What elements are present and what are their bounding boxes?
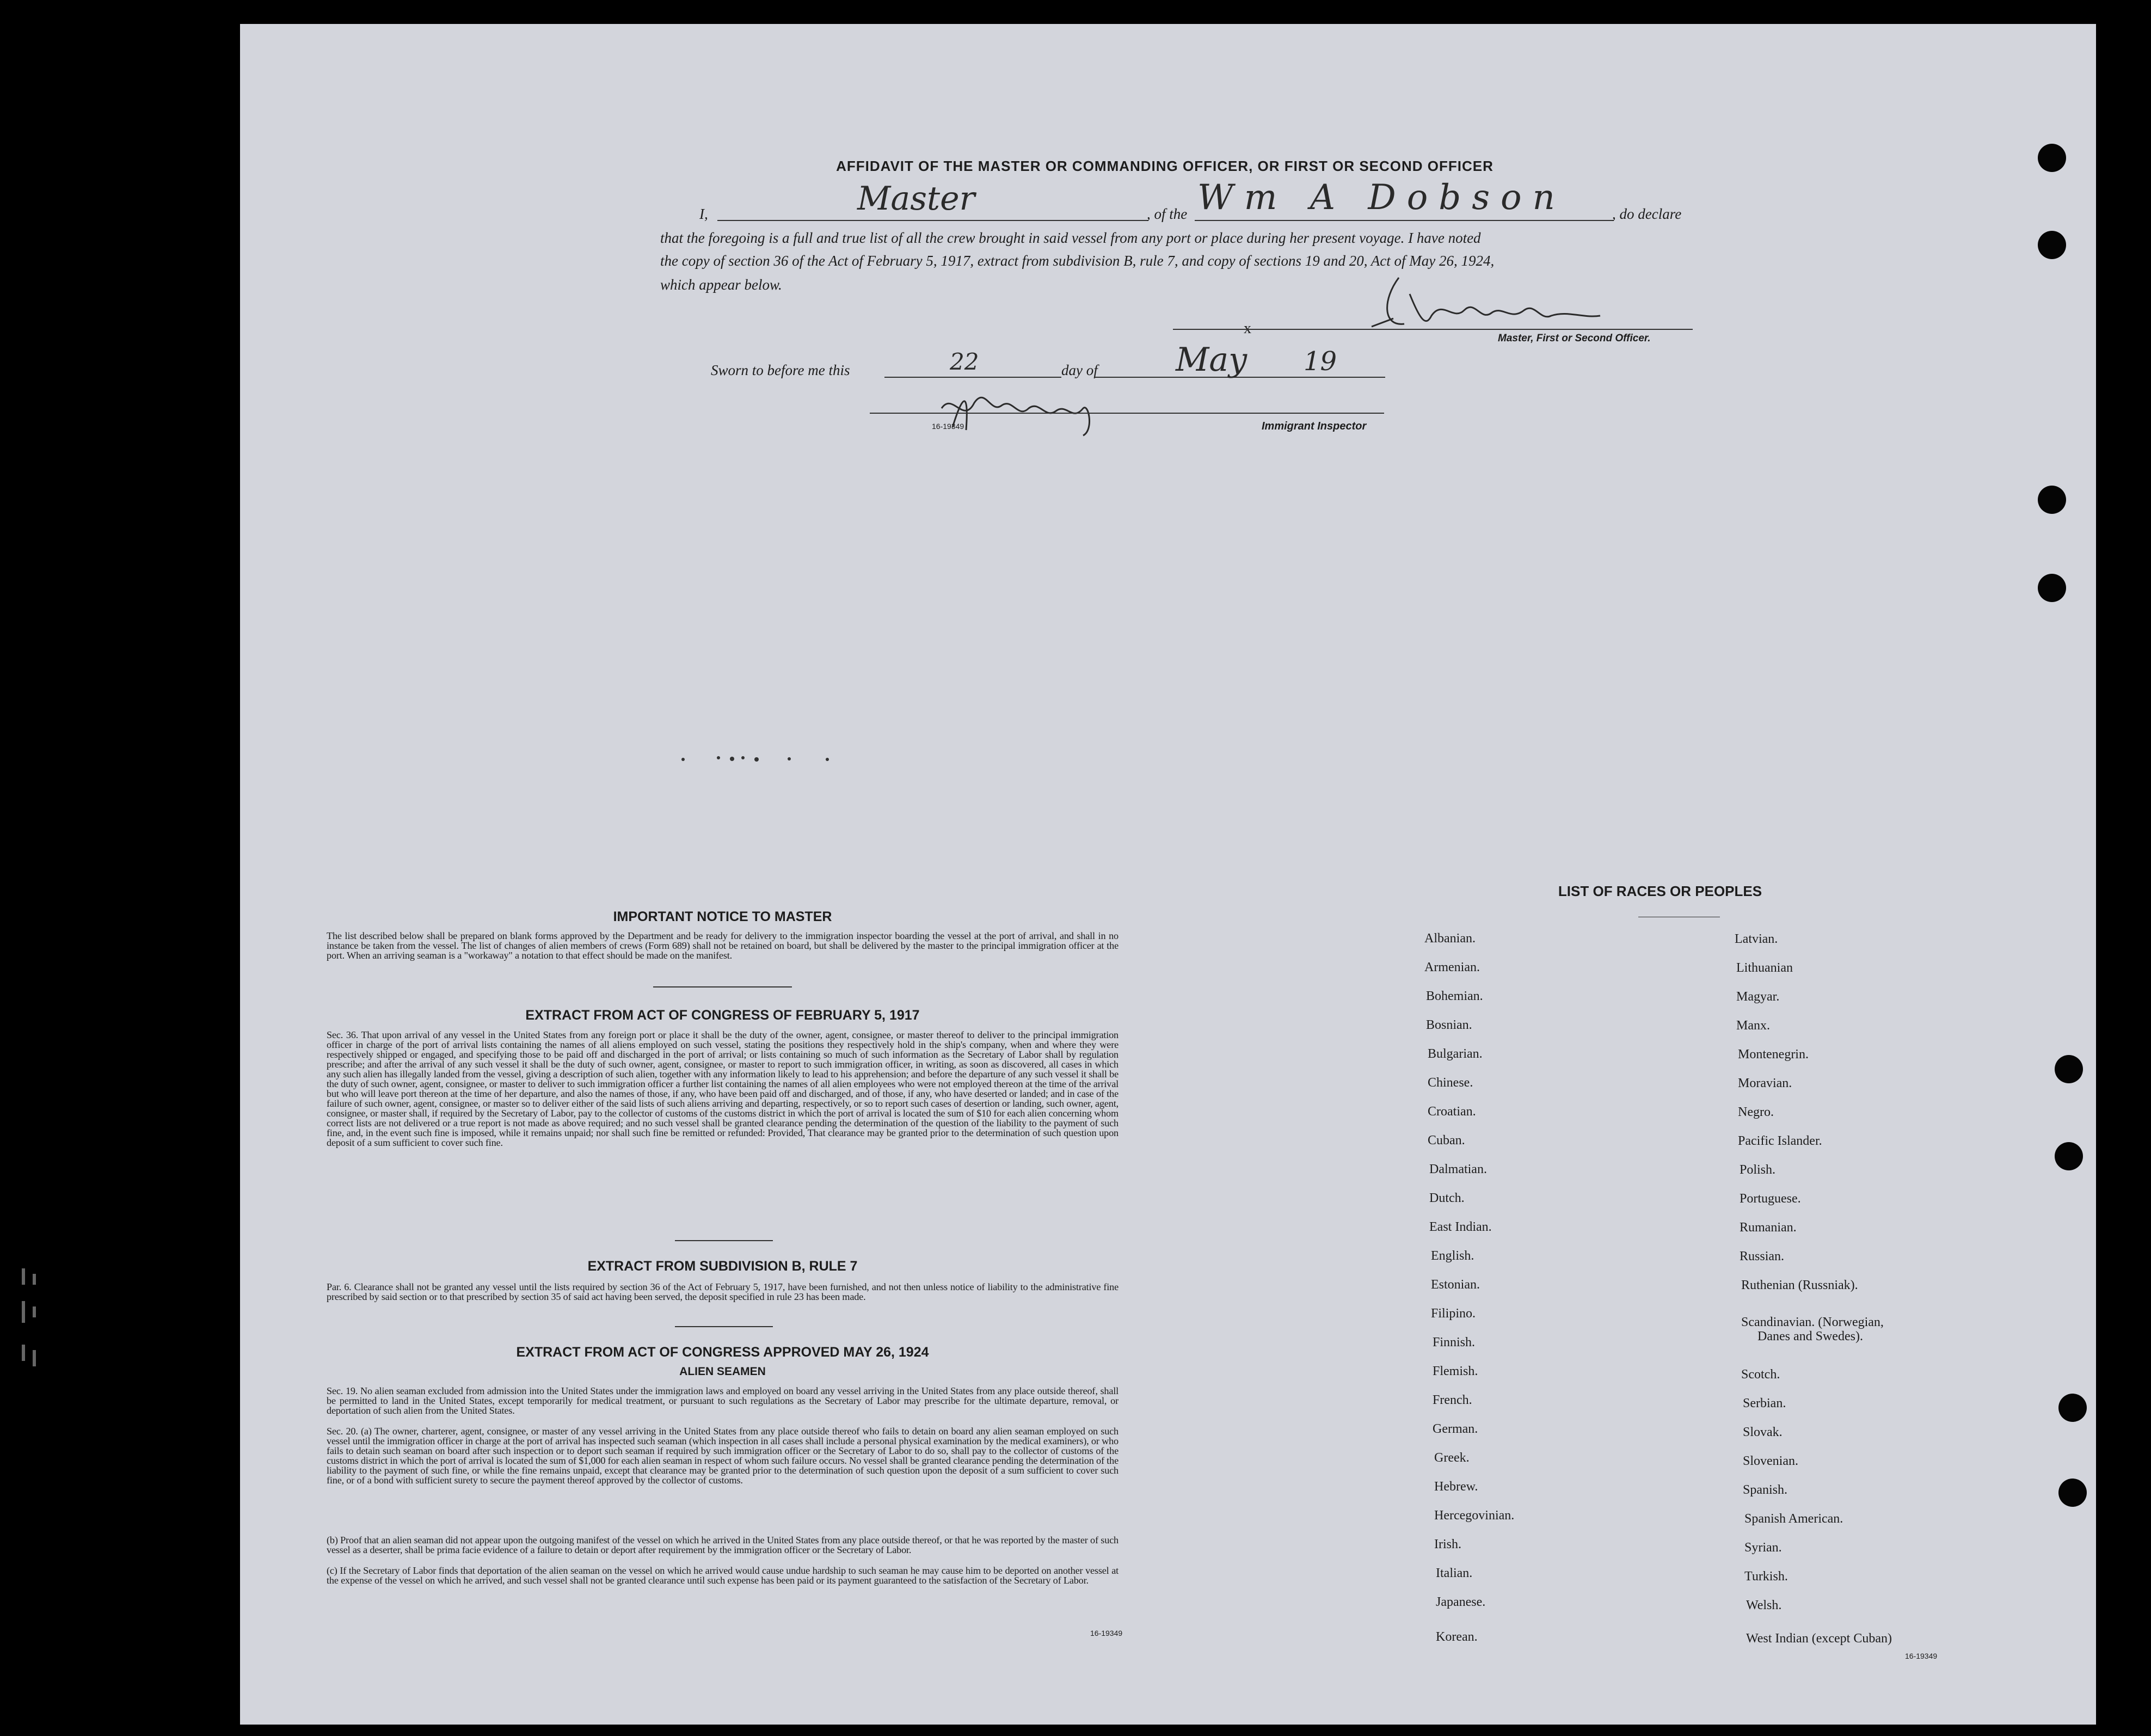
margin-scan-marks [16,1268,93,1388]
sec20b-body: (b) Proof that an alien seaman did not appear upon the outgoing manifest of the vessel on which he arrived in the United States from any place outside thereof, or that he was reported by the master of such vessel as a deserter, shall be prima facie evidence of a failure to detain or deport after requirement by the immigration officer or the Secretary of Labor. [327,1535,1118,1555]
race-item: Finnish. [1433,1335,1476,1349]
race-item: Ruthenian (Russniak). [1741,1278,1858,1292]
rule7-body: Par. 6. Clearance shall not be granted any vessel until the lists required by section 36 of the Act of February 5, 1917, have been furnished, and not then unless notice of liability to the administrative fine prescribed by said section or to that prescribed by section 35 of said act having been served, the deposit specified in rule 23 has been made. [327,1281,1118,1302]
race-item: Polish. [1740,1163,1776,1177]
race-item: Lithuanian [1736,961,1793,975]
punch-hole [2038,144,2066,172]
race-item: Magyar. [1736,990,1780,1004]
do-declare-label: , do declare [1612,206,1682,222]
notice-body: The list described below shall be prepared on blank forms approved by the Department and be ready for delivery to the immigration inspector boarding the vessel at the port of arrival, and shall in no instance be taken from the vessel. The list of changes of alien members of crews (Form 689) shall not be retained on board, but shall be delivered by the master to the principal immigration officer at the port. When an arriving seaman is a "workaway" a notation to that effect should be made on the manifest. [327,930,1118,961]
race-item: Flemish. [1433,1364,1478,1378]
affidavit-line-1: that the foregoing is a full and true list of all the crew brought in said vessel from any port or place during her present voyage. I have noted [660,230,1481,246]
race-item: Syrian. [1744,1541,1782,1555]
race-item: Portuguese. [1740,1192,1801,1206]
sworn-label: Sworn to before me this [711,362,850,378]
race-item: Slovak. [1743,1425,1783,1439]
extract-1917-title: EXTRACT FROM ACT OF CONGRESS OF FEBRUARY 5, 1917 [525,1008,920,1023]
race-item: Pacific Islander. [1738,1134,1822,1148]
race-item: Cuban. [1428,1133,1465,1148]
race-item: English. [1431,1249,1474,1263]
vessel-name-handwritten: Wm A Dobson [1197,177,1566,218]
races-title: LIST OF RACES OR PEOPLES [1558,883,1762,899]
race-item: Negro. [1738,1105,1774,1119]
punch-hole [2058,1394,2087,1422]
affidavit-form-number: 16-19349 [932,422,964,431]
race-item: Italian. [1436,1566,1473,1580]
race-item: German. [1433,1422,1478,1436]
sec19-body: Sec. 19. No alien seaman excluded from admission into the United States under the immigration laws and employed on board any vessel arriving in the United States from any place outside thereof, shall be permitted to land in the United States, except temporarily for medical treatment, or pursuant to such regulations as the Secretary of Labor may prescribe for the ultimate departure, removal, or deportation of such alien from the United States. [327,1385,1118,1416]
race-item: Turkish. [1744,1569,1788,1584]
race-item: Hercegovinian. [1434,1508,1515,1523]
race-item: Croatian. [1428,1105,1476,1119]
inspector-signature [931,381,1127,441]
race-item: Spanish American. [1744,1512,1843,1526]
race-item: West Indian (except Cuban) [1746,1631,1892,1646]
signature-mark: x [1244,320,1251,337]
punch-hole [2055,1055,2083,1083]
divider [675,1326,773,1327]
race-item: Spanish. [1743,1483,1788,1497]
race-item: French. [1433,1393,1472,1407]
notice-title: IMPORTANT NOTICE TO MASTER [613,909,832,924]
race-item: Manx. [1736,1019,1770,1033]
race-item: Scotch. [1741,1367,1780,1382]
race-item: Hebrew. [1434,1480,1478,1494]
race-item: Filipino. [1431,1306,1476,1321]
sworn-day-handwritten: 22 [950,348,979,375]
race-item: Welsh. [1746,1598,1782,1612]
vessel-name-line [1195,220,1614,221]
scan-specks [680,746,844,768]
race-item: East Indian. [1429,1220,1492,1234]
race-item: Korean. [1436,1630,1478,1644]
race-item: Dalmatian. [1429,1162,1487,1176]
extract-1924-title: EXTRACT FROM ACT OF CONGRESS APPROVED MAY 26, 1924 [516,1345,929,1360]
affidavit-line-3: which appear below. [660,277,782,293]
master-name-line [717,220,1148,221]
punch-hole [2038,574,2066,602]
extract-form-number: 16-19349 [1090,1629,1123,1637]
affidavit-i-label: I, [699,206,708,222]
extract-1917-body: Sec. 36. That upon arrival of any vessel in the United States from any foreign port or place it shall be the duty of the owner, agent, consignee, or master thereof to deliver to the principal immigration officer in charge of the port of arrival lists containing the names of all aliens employed on such vessel, stating the positions they respectively hold in the ship's company, when and where they were respectively shipped or engaged, and specifying those to be paid off and discharged in the port of arrival; or lists containing so much of such information as the Secretary of Labor shall by regulation prescribe; and after the arrival of any such vessel it shall be the duty of such owner, agent, consignee, or master to report to such immigration officer, in writing, as soon as discovered, all cases in which any such alien has illegally landed from the vessel, giving a description of such alien, together with any information likely to lead to his apprehension; and before the departure of any such vessel it shall be the duty of such owner, agent, consignee, or master to deliver to such immigration officer a further list containing the names of all alien employees who were not employed thereon at the time of the arrival but who will leave port thereon at the time of her departure, and also the names of those, if any, who have been paid off and discharged, and of those, if any, who have deserted or landed; and in case of the failure of such owner, agent, consignee, or master so to deliver either of the said lists of such aliens arriving and departing, respectively, or so to report such cases of desertion or landing, such owner, agent, consignee, or master shall, if required by the Secretary of Labor, pay to the collector of customs of the customs district in which the port of arrival is located the sum of $10 for each alien concerning whom correct lists are not delivered or a true report is not made as above required; and no such vessel shall be granted clearance pending the determination of the question of the liability to the payment of such fine, and, in the event such fine is imposed, while it remains unpaid; nor shall such fine be remitted or refunded: Provided, That clearance may be granted prior to the determination of such question upon deposit of a sum sufficient to cover such fine. [327,1029,1118,1148]
sec20a-body: Sec. 20. (a) The owner, charterer, agent, consignee, or master of any vessel arriving in the United States from any place outside thereof who fails to detain on board any alien seaman employed on such vessel until the immigration officer in charge at the port of arrival has inspected such seaman (which inspection in all cases shall include a personal physical examination by the medical examiners), or who fails to detain such seaman on board after such inspection or to deport such seaman if required by such immigration officer or the Secretary of Labor to do so, shall pay to the collector of customs of the customs district in which the port of arrival is located the sum of $1,000 for each alien seaman in respect of whom such failure occurs. No vessel shall be granted clearance pending the determination of the liability to the payment of such fine, or while the fine remains unpaid, except that clearance may be granted prior to the determination of such question upon the deposit of a sum sufficient to cover such fine, or of a bond with sufficient surety to secure the payment thereof approved by the collector of customs. [327,1426,1118,1486]
race-item: Bosnian. [1426,1018,1472,1032]
race-item: Scandinavian. (Norwegian, [1741,1315,1884,1329]
master-name-handwritten: Master [857,180,975,218]
race-item: Chinese. [1428,1076,1473,1090]
race-item: Irish. [1434,1537,1461,1551]
punch-hole [2038,486,2066,514]
race-item: Armenian. [1424,960,1480,974]
signature-line [1173,329,1693,330]
master-signature [1361,267,1611,338]
race-item: Serbian. [1743,1396,1786,1410]
sec20c-body: (c) If the Secretary of Labor finds that deportation of the alien seaman on the vessel on which he arrived would cause undue hardship to such seaman he may cause him to be deported on another vessel at the expense of the vessel on which he arrived, and such vessel shall not be granted clearance until such expense has been paid or its payment guaranteed to the satisfaction of the Secretary of Labor. [327,1565,1118,1586]
punch-hole [2038,231,2066,259]
punch-hole [2058,1479,2087,1507]
race-item: Japanese. [1436,1595,1486,1609]
race-item: Bulgarian. [1428,1047,1483,1061]
race-item: Rumanian. [1740,1220,1797,1235]
punch-hole [2055,1142,2083,1170]
day-of-label: day of [1061,362,1098,378]
race-item: Danes and Swedes). [1757,1329,1863,1344]
race-item: Albanian. [1424,931,1476,946]
race-item: Bohemian. [1426,989,1483,1003]
sworn-year-handwritten: 19 [1304,346,1337,377]
race-item: Latvian. [1735,932,1778,946]
inspector-caption: Immigrant Inspector [1262,420,1367,432]
affidavit-line-2: the copy of section 36 of the Act of February 5, 1917, extract from subdivision B, rule 7, and copy of sections 19 and 20, Act of May 26, 1924, [660,253,1495,269]
of-the-label: , of the [1147,206,1188,222]
sworn-month-handwritten: May [1176,341,1247,379]
race-item: Montenegrin. [1738,1047,1809,1062]
divider [653,986,792,987]
divider [675,1240,773,1241]
race-item: Moravian. [1738,1076,1792,1090]
race-item: Dutch. [1429,1191,1465,1205]
signature-caption: Master, First or Second Officer. [1498,333,1651,344]
race-item: Greek. [1434,1451,1470,1465]
inspector-line [870,413,1384,414]
races-form-number: 16-19349 [1905,1652,1938,1660]
race-item: Estonian. [1431,1278,1480,1292]
race-item: Russian. [1740,1249,1785,1263]
rule7-title: EXTRACT FROM SUBDIVISION B, RULE 7 [587,1259,858,1274]
affidavit-title: AFFIDAVIT OF THE MASTER OR COMMANDING OFFICER, OR FIRST OR SECOND OFFICER [836,158,1494,174]
extract-1924-subtitle: ALIEN SEAMEN [679,1365,766,1378]
race-item: Slovenian. [1743,1454,1798,1468]
sworn-day-line [884,377,1061,378]
